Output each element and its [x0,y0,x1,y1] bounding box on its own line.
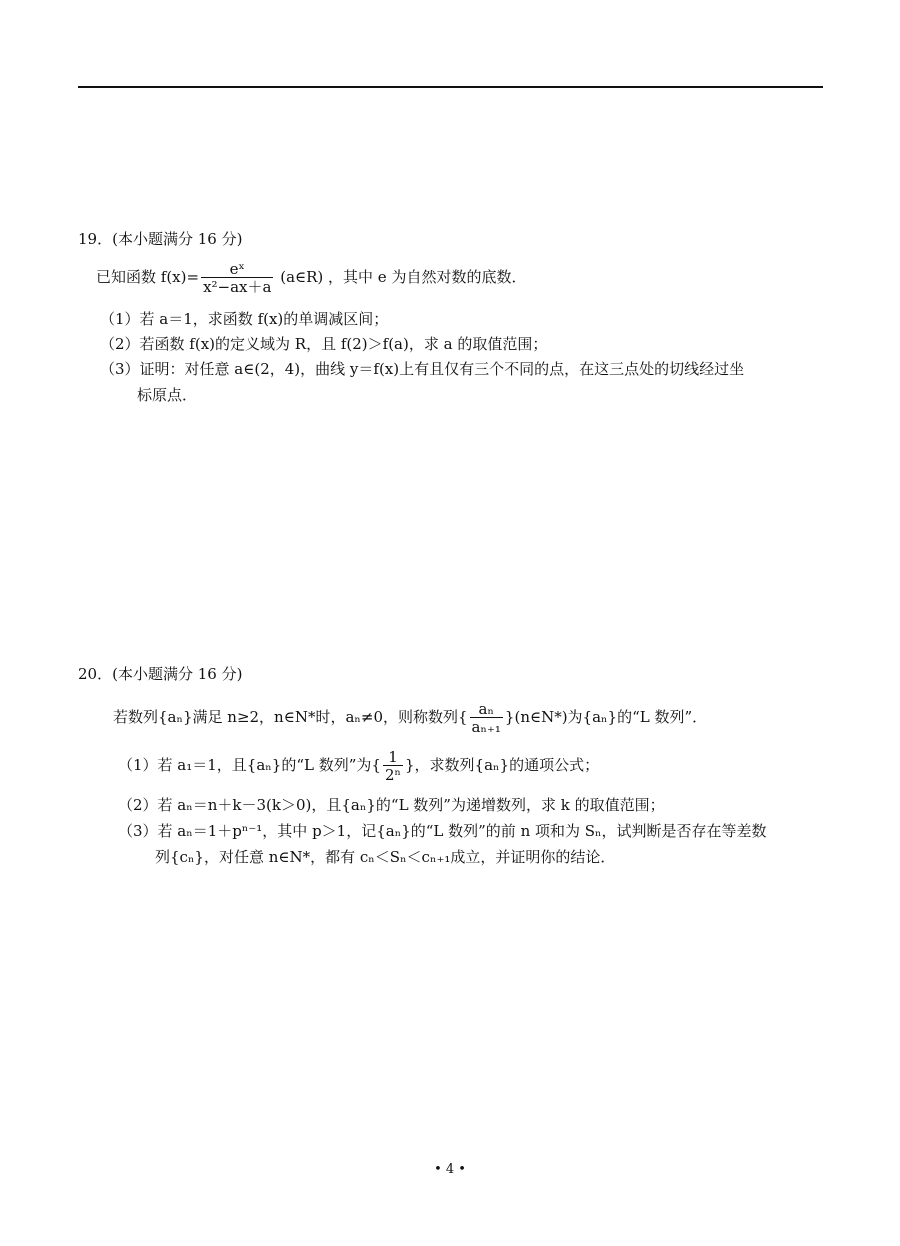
q20-fraction-denominator: aₙ₊₁ [471,717,501,736]
q20-fraction [470,701,503,736]
q20-part1-suffix: }，求数列{aₙ}的通项公式； [405,756,600,774]
q20-stem [113,697,707,737]
q19-fraction [201,261,273,296]
q19-stem-suffix: (a∈R) ，其中 e 为自然对数的底数． [275,268,527,286]
q20-part2: （2）若 aₙ＝n＋k－3(k＞0)，且{aₙ}的“L 数列”为递增数列，求 k 的取值范围； [118,796,665,814]
q19-part3-line1: （3）证明：对任意 a∈(2，4)，曲线 y＝f(x)上有且仅有三个不同的点，在这三点处的切线经过坐 [100,360,745,378]
page-number: • 4 • [434,1162,466,1177]
q20-part3-line2: 列{cₙ}，对任意 n∈N*，都有 cₙ＜Sₙ＜cₙ₊₁成立，并证明你的结论． [155,848,616,866]
q19-header: 19．(本小题满分 16 分) [78,230,243,248]
q19-part2: （2）若函数 f(x)的定义域为 R，且 f(2)＞f(a)，求 a 的取值范围； [100,335,548,353]
q20-part1-fraction-denominator: 2ⁿ [384,765,401,784]
q19-part3-line2: 标原点． [137,386,198,404]
q20-stem-suffix: }(n∈N*)为{aₙ}的“L 数列”． [504,708,708,726]
q20-header: 20．(本小题满分 16 分) [78,665,243,683]
q20-part3-line1: （3）若 aₙ＝1＋pⁿ⁻¹，其中 p＞1，记{aₙ}的“L 数列”的前 n 项和为 Sₙ，试判断是否存在等差数 [118,822,767,840]
q20-part1-fraction [383,749,403,784]
q19-part1: （1）若 a＝1，求函数 f(x)的单调减区间； [100,310,389,328]
q19-stem [96,258,526,296]
q20-stem-prefix: 若数列{aₙ}满足 n≥2，n∈N*时，aₙ≠0，则称数列{ [113,708,468,726]
header-rule [78,86,823,88]
q20-fraction-numerator: aₙ [478,699,494,718]
q19-fraction-numerator: eˣ [229,259,245,278]
q19-stem-prefix: 已知函数 f(x)= [96,268,200,286]
q19-fraction-denominator: x²−ax＋a [203,277,272,296]
q20-part1-fraction-numerator: 1 [388,747,398,766]
q20-part1-prefix: （1）若 a₁＝1，且{aₙ}的“L 数列”为{ [118,756,381,774]
q20-part1 [118,746,599,784]
